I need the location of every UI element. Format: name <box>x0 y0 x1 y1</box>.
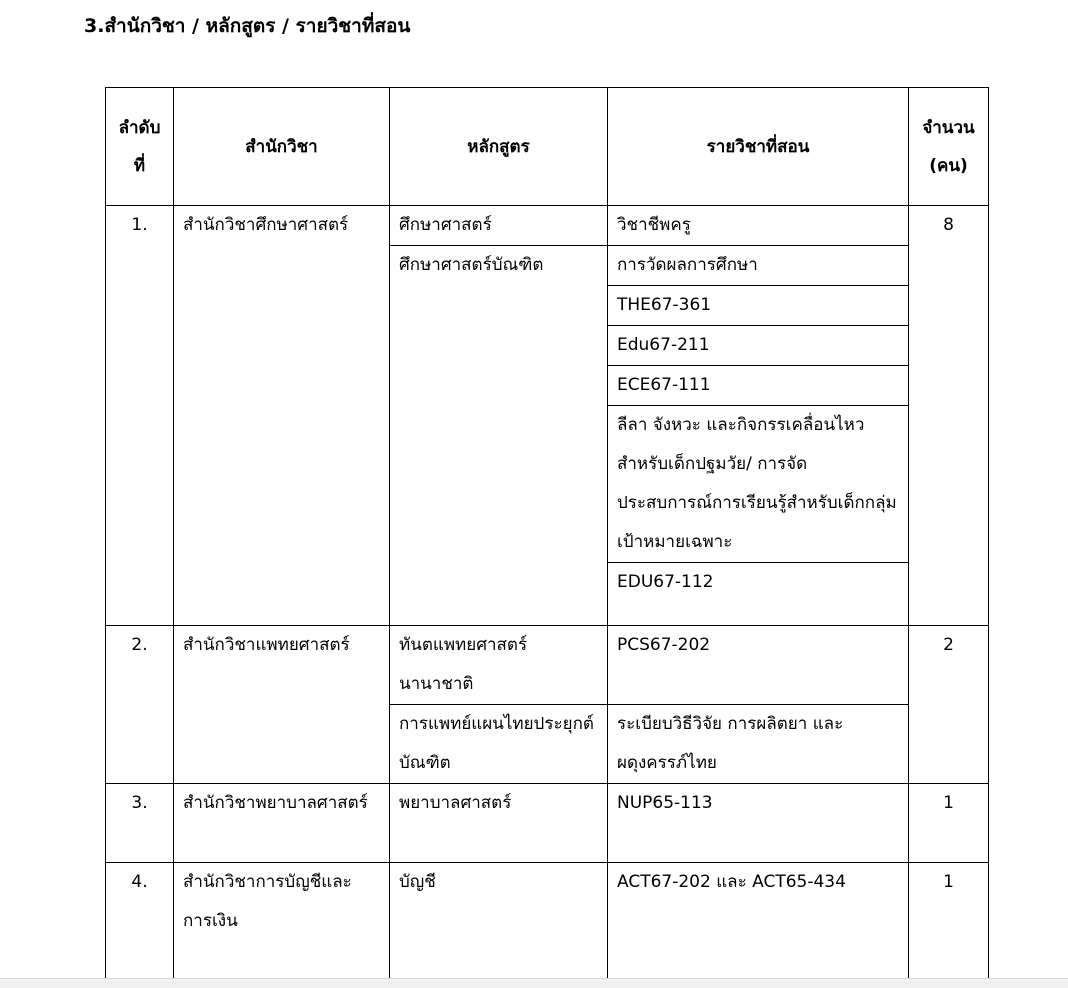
header-school: สำนักวิชา <box>174 88 390 206</box>
row-count: 1 <box>909 784 989 863</box>
table-row <box>106 863 989 983</box>
table-row <box>106 206 989 246</box>
row-program: ศึกษาศาสตร์ <box>390 206 608 246</box>
row-count: 2 <box>909 626 989 784</box>
row-program: บัญชี <box>390 863 608 983</box>
row-school: สำนักวิชาแพทยศาสตร์ <box>174 626 390 784</box>
row-course: PCS67-202 <box>608 626 909 705</box>
table-header-row <box>106 88 989 206</box>
row-school: สำนักวิชาพยาบาลศาสตร์ <box>174 784 390 863</box>
section-title: 3.สำนักวิชา / หลักสูตร / รายวิชาที่สอน <box>84 15 411 37</box>
row-course: ลีลา จังหวะ และกิจกรรเคลื่อนไหวสำหรับเด็กปฐมวัย/ การจัดประสบการณ์การเรียนรู้สำหรับเด็กกลุ่มเป้าหมายเฉพาะ <box>608 406 909 563</box>
row-course: THE67-361 <box>608 286 909 326</box>
table-row <box>106 784 989 863</box>
row-course: การวัดผลการศึกษา <box>608 246 909 286</box>
row-program: ศึกษาศาสตร์บัณฑิต <box>390 246 608 626</box>
row-order: 4. <box>106 863 174 983</box>
header-count: จำนวน (คน) <box>909 88 989 206</box>
row-school: สำนักวิชาการบัญชีและการเงิน <box>174 863 390 983</box>
table-row <box>106 626 989 705</box>
row-count: 1 <box>909 863 989 983</box>
row-program: การแพทย์แผนไทยประยุกต์บัณฑิต <box>390 705 608 784</box>
row-course: NUP65-113 <box>608 784 909 863</box>
header-program: หลักสูตร <box>390 88 608 206</box>
teaching-table <box>105 87 989 983</box>
row-order: 2. <box>106 626 174 784</box>
row-school: สำนักวิชาศึกษาศาสตร์ <box>174 206 390 626</box>
row-order: 1. <box>106 206 174 626</box>
row-course: ECE67-111 <box>608 366 909 406</box>
row-course: วิชาชีพครู <box>608 206 909 246</box>
row-count: 8 <box>909 206 989 626</box>
row-course: Edu67-211 <box>608 326 909 366</box>
row-program: พยาบาลศาสตร์ <box>390 784 608 863</box>
row-course: ACT67-202 และ ACT65-434 <box>608 863 909 983</box>
row-course: ระเบียบวิธีวิจัย การผลิตยา และผดุงครรภ์ไทย <box>608 705 909 784</box>
row-order: 3. <box>106 784 174 863</box>
header-order: ลำดับที่ <box>106 88 174 206</box>
header-courses: รายวิชาที่สอน <box>608 88 909 206</box>
row-course: EDU67-112 <box>608 563 909 626</box>
row-program: ทันตแพทยศาสตร์นานาชาติ <box>390 626 608 705</box>
